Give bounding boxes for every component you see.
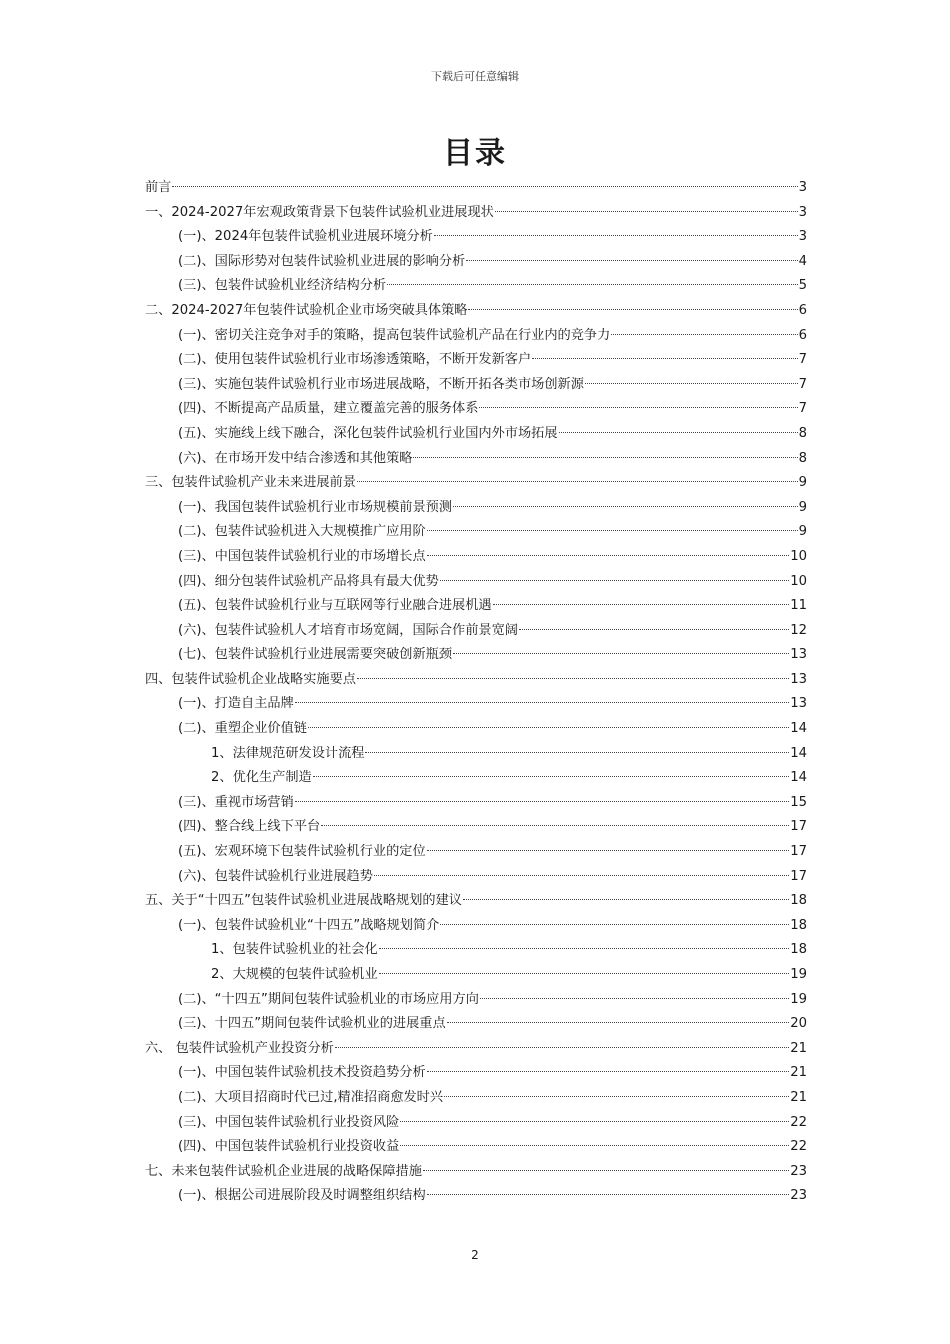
toc-entry-title: (三)、重视市场营销 [178, 794, 294, 810]
toc-entry-title: (七)、包装件试验机行业进展需要突破创新瓶颈 [178, 647, 453, 663]
toc-entry[interactable] [145, 742, 807, 767]
toc-entry-page: 21 [790, 1089, 807, 1105]
dot-leader [493, 603, 790, 605]
toc-entry-title: 二、2024-2027年包装件试验机企业市场突破具体策略 [145, 302, 468, 318]
toc-entry[interactable] [145, 889, 807, 914]
toc-entry-page: 21 [790, 1065, 807, 1081]
toc-entry-title: 五、关于“十四五”包装件试验机业进展战略规划的建议 [145, 893, 462, 909]
toc-entry[interactable] [145, 1111, 807, 1136]
toc-entry-title: (一)、中国包装件试验机技术投资趋势分析 [178, 1065, 426, 1081]
toc-entry[interactable] [145, 1184, 807, 1209]
toc-entry[interactable] [145, 176, 807, 201]
toc-entry-page: 10 [790, 573, 807, 589]
toc-entry-title: (四)、细分包装件试验机产品将具有最大优势 [178, 573, 439, 589]
toc-entry[interactable] [145, 791, 807, 816]
toc-entry-title: 前言 [145, 180, 172, 195]
dot-leader [495, 210, 798, 212]
toc-entry-title: (一)、2024年包装件试验机业进展环境分析 [178, 229, 433, 245]
toc-entry[interactable] [145, 1160, 807, 1185]
toc-entry[interactable] [145, 520, 807, 545]
toc-entry-title: 2、优化生产制造 [211, 770, 312, 786]
dot-leader [295, 800, 789, 802]
dot-leader [379, 947, 790, 949]
toc-entry[interactable] [145, 324, 807, 349]
dot-leader [440, 923, 789, 925]
toc-entry[interactable] [145, 619, 807, 644]
toc-entry-title: (五)、宏观环境下包装件试验机行业的定位 [178, 844, 426, 860]
toc-entry-page: 19 [790, 967, 807, 982]
toc-entry[interactable] [145, 815, 807, 840]
toc-entry-page: 19 [790, 991, 807, 1007]
toc-entry-title: (一)、我国包装件试验机行业市场规模前景预测 [178, 499, 453, 515]
toc-entry-page: 14 [790, 770, 807, 786]
table-of-contents [145, 176, 807, 1209]
toc-entry-page: 22 [790, 1114, 807, 1130]
toc-entry-page: 18 [790, 942, 807, 958]
toc-entry-page: 14 [790, 745, 807, 761]
toc-entry-title: (二)、使用包装件试验机行业市场渗透策略，不断开发新客户 [178, 352, 532, 368]
toc-entry-title: (二)、国际形势对包装件试验机业进展的影响分析 [178, 253, 466, 269]
dot-leader [387, 283, 798, 285]
toc-entry-page: 7 [798, 376, 807, 392]
header-note: 下载后可任意编辑 [431, 70, 519, 83]
dot-leader [427, 1070, 790, 1072]
toc-entry[interactable] [145, 766, 807, 791]
toc-entry-title: (三)、十四五”期间包装件试验机业的进展重点 [178, 1016, 446, 1032]
toc-entry[interactable] [145, 274, 807, 299]
dot-leader [519, 628, 789, 630]
toc-entry-page: 3 [798, 204, 807, 220]
toc-entry-page: 8 [798, 450, 807, 466]
toc-entry[interactable] [145, 988, 807, 1013]
dot-leader [335, 1046, 789, 1048]
toc-entry-title: 四、包装件试验机企业战略实施要点 [145, 671, 356, 687]
toc-entry-page: 14 [790, 721, 807, 737]
toc-entry-title: 1、包装件试验机业的社会化 [211, 942, 378, 958]
toc-entry-title: (四)、不断提高产品质量，建立覆盖完善的服务体系 [178, 401, 479, 417]
dot-leader [413, 456, 797, 458]
dot-leader [479, 406, 797, 408]
dot-leader [172, 185, 797, 187]
toc-entry[interactable] [145, 865, 807, 890]
dot-leader [434, 234, 798, 236]
toc-entry[interactable] [145, 938, 807, 963]
dot-leader [453, 652, 789, 654]
dot-leader [444, 1095, 789, 1097]
toc-entry[interactable] [145, 299, 807, 324]
toc-entry-title: (五)、包装件试验机行业与互联网等行业融合进展机遇 [178, 598, 492, 614]
toc-entry[interactable] [145, 717, 807, 742]
dot-leader [374, 874, 789, 876]
dot-leader [427, 529, 798, 531]
toc-entry-page: 9 [798, 524, 807, 540]
toc-entry-title: (一)、打造自主品牌 [178, 696, 294, 712]
toc-entry[interactable] [145, 447, 807, 472]
toc-entry-title: (三)、实施包装件试验机行业市场进展战略，不断开拓各类市场创新源 [178, 376, 584, 392]
toc-entry-title: 一、2024-2027年宏观政策背景下包装件试验机业进展现状 [145, 204, 494, 220]
toc-entry-page: 9 [798, 499, 807, 515]
toc-entry-page: 8 [798, 425, 807, 441]
dot-leader [308, 726, 789, 728]
dot-leader [295, 701, 789, 703]
dot-leader [400, 1144, 789, 1146]
toc-entry-title: (六)、在市场开发中结合渗透和其他策略 [178, 450, 413, 466]
toc-entry-page: 22 [790, 1139, 807, 1155]
toc-entry-page: 6 [798, 302, 807, 318]
toc-entry-page: 23 [790, 1163, 807, 1179]
toc-entry-page: 7 [798, 401, 807, 417]
toc-entry-page: 10 [790, 548, 807, 564]
toc-entry[interactable] [145, 840, 807, 865]
dot-leader [466, 259, 797, 261]
toc-entry[interactable] [145, 594, 807, 619]
toc-entry-title: (三)、中国包装件试验机行业投资风险 [178, 1114, 400, 1130]
toc-entry-title: 2、大规模的包装件试验机业 [211, 967, 378, 982]
toc-entry-page: 12 [790, 622, 807, 638]
toc-entry-title: 1、法律规范研发设计流程 [211, 745, 365, 761]
toc-entry[interactable] [145, 963, 807, 988]
toc-entry-page: 7 [798, 352, 807, 368]
toc-entry[interactable] [145, 643, 807, 668]
dot-leader [427, 1193, 790, 1195]
toc-entry[interactable] [145, 225, 807, 250]
toc-entry-page: 17 [790, 868, 807, 884]
dot-leader [427, 849, 790, 851]
toc-entry[interactable] [145, 692, 807, 717]
toc-entry[interactable] [145, 570, 807, 595]
toc-entry[interactable] [145, 1061, 807, 1086]
toc-entry[interactable] [145, 250, 807, 275]
toc-entry-title: (四)、中国包装件试验机行业投资收益 [178, 1139, 400, 1155]
dot-leader [321, 824, 789, 826]
toc-entry-title: (一)、密切关注竞争对手的策略，提高包装件试验机产品在行业内的竞争力 [178, 327, 611, 343]
toc-entry-title: (二)、包装件试验机进入大规模推广应用阶 [178, 524, 426, 540]
toc-entry-title: (六)、包装件试验机行业进展趋势 [178, 868, 373, 884]
toc-entry[interactable] [145, 914, 807, 939]
toc-entry-page: 17 [790, 819, 807, 835]
toc-entry[interactable] [145, 496, 807, 521]
toc-entry-page: 3 [798, 180, 807, 195]
toc-entry-title: (二)、重塑企业价值链 [178, 721, 307, 737]
toc-entry-page: 5 [798, 278, 807, 294]
dot-leader [447, 1021, 790, 1023]
dot-leader [585, 382, 798, 384]
dot-leader [357, 480, 798, 482]
dot-leader [532, 357, 797, 359]
toc-entry-page: 4 [798, 253, 807, 269]
toc-entry-title: 三、包装件试验机产业未来进展前景 [145, 475, 356, 491]
toc-entry-page: 18 [790, 893, 807, 909]
dot-leader [313, 775, 790, 777]
dot-leader [463, 898, 789, 900]
toc-entry-page: 17 [790, 844, 807, 860]
toc-entry-title: (三)、包装件试验机业经济结构分析 [178, 278, 387, 294]
dot-leader [440, 579, 789, 581]
toc-entry[interactable] [145, 373, 807, 398]
toc-entry-page: 20 [790, 1016, 807, 1032]
toc-entry-title: 七、未来包装件试验机企业进展的战略保障措施 [145, 1163, 422, 1179]
toc-entry-page: 23 [790, 1188, 807, 1204]
toc-entry-title: 六、 包装件试验机产业投资分析 [145, 1040, 334, 1056]
toc-entry[interactable] [145, 1012, 807, 1037]
toc-entry[interactable] [145, 545, 807, 570]
toc-entry[interactable] [145, 422, 807, 447]
dot-leader [559, 431, 798, 433]
dot-leader [423, 1169, 789, 1171]
toc-entry-title: (五)、实施线上线下融合，深化包装件试验机行业国内外市场拓展 [178, 425, 558, 441]
dot-leader [365, 751, 789, 753]
dot-leader [427, 554, 790, 556]
toc-entry[interactable] [145, 668, 807, 693]
dot-leader [468, 308, 797, 310]
toc-entry[interactable] [145, 1135, 807, 1160]
toc-entry-page: 13 [790, 647, 807, 663]
toc-entry-page: 13 [790, 671, 807, 687]
toc-entry-page: 15 [790, 794, 807, 810]
toc-entry-title: (二)、大项目招商时代已过,精准招商愈发时兴 [178, 1089, 444, 1105]
toc-entry-page: 6 [798, 327, 807, 343]
toc-title: 目录 [443, 136, 507, 171]
dot-leader [480, 997, 789, 999]
toc-entry-title: (六)、包装件试验机人才培育市场宽阔，国际合作前景宽阔 [178, 622, 518, 638]
toc-entry[interactable] [145, 348, 807, 373]
toc-entry-page: 9 [798, 475, 807, 491]
dot-leader [453, 505, 798, 507]
dot-leader [357, 677, 789, 679]
toc-entry[interactable] [145, 1086, 807, 1111]
toc-entry[interactable] [145, 397, 807, 422]
page-number: 2 [471, 1248, 479, 1262]
dot-leader [400, 1120, 789, 1122]
toc-entry-title: (三)、中国包装件试验机行业的市场增长点 [178, 548, 426, 564]
dot-leader [379, 972, 790, 974]
toc-entry-page: 13 [790, 696, 807, 712]
toc-entry-title: (一)、根据公司进展阶段及时调整组织结构 [178, 1188, 426, 1204]
toc-entry[interactable] [145, 471, 807, 496]
toc-entry-page: 3 [798, 229, 807, 245]
toc-entry-title: (二)、“十四五”期间包装件试验机业的市场应用方向 [178, 991, 479, 1007]
toc-entry-page: 21 [790, 1040, 807, 1056]
toc-entry-page: 11 [790, 598, 807, 614]
toc-entry[interactable] [145, 201, 807, 226]
toc-entry-page: 18 [790, 917, 807, 933]
dot-leader [611, 333, 797, 335]
toc-entry-title: (一)、包装件试验机业“十四五”战略规划简介 [178, 917, 440, 933]
toc-entry[interactable] [145, 1037, 807, 1062]
toc-entry-title: (四)、整合线上线下平台 [178, 819, 321, 835]
